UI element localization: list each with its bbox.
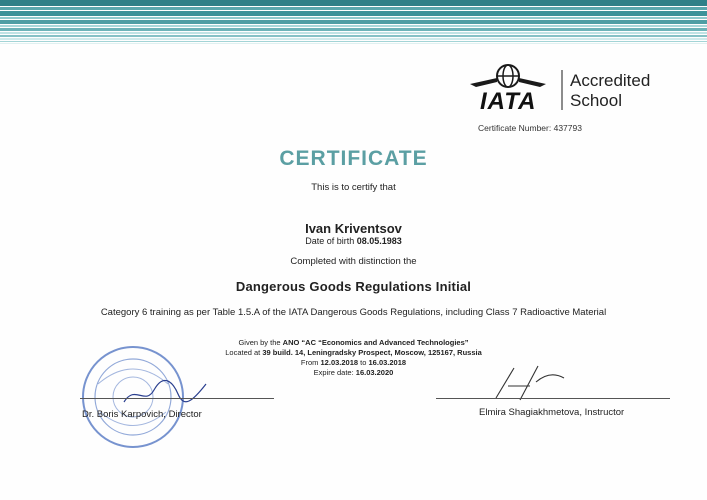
given-value: ANO “AC “Economics and Advanced Technologies” bbox=[282, 338, 469, 347]
certificate-number bbox=[478, 123, 582, 133]
certificate-number-value: 437793 bbox=[553, 123, 582, 133]
given-label: Given by the bbox=[238, 338, 281, 347]
located-label: Located at bbox=[225, 348, 261, 357]
from-label: From bbox=[300, 358, 319, 367]
director-name: Dr. Boris Karpovich, Director bbox=[82, 409, 202, 420]
director-signature-icon bbox=[120, 372, 210, 412]
director-signature-line bbox=[80, 398, 274, 399]
iata-accredited-logo bbox=[466, 62, 651, 116]
header-stripes bbox=[0, 0, 707, 48]
dob-value: 08.05.1983 bbox=[356, 236, 402, 246]
expire-value: 16.03.2020 bbox=[355, 368, 394, 377]
located-value: 39 build. 14, Leningradsky Prospect, Moscow, 125167, Russia bbox=[262, 348, 482, 357]
completed-text: Completed with distinction the bbox=[290, 256, 417, 267]
accredited-text: Accredited bbox=[570, 71, 651, 90]
expire-label: Expire date: bbox=[313, 368, 354, 377]
certify-text: This is to certify that bbox=[311, 182, 396, 193]
to-label: to bbox=[360, 358, 367, 367]
logo-wordmark: IATA bbox=[480, 88, 537, 115]
certificate-number-label: Certificate Number: bbox=[478, 123, 552, 133]
dob-label: Date of birth bbox=[305, 236, 355, 246]
certificate-title: CERTIFICATE bbox=[279, 147, 428, 170]
to-date: 16.03.2018 bbox=[368, 358, 407, 367]
category-text: Category 6 training as per Table 1.5.A of the IATA Dangerous Goods Regulations, including Class 7 Radioactive Material bbox=[100, 307, 607, 318]
from-date: 12.03.2018 bbox=[320, 358, 359, 367]
instructor-name: Elmira Shagiakhmetova, Instructor bbox=[479, 407, 625, 418]
recipient-name: Ivan Kriventsov bbox=[305, 221, 402, 236]
instructor-signature-line bbox=[436, 398, 670, 399]
course-title: Dangerous Goods Regulations Initial bbox=[235, 279, 472, 294]
school-text: School bbox=[570, 91, 622, 110]
date-of-birth bbox=[0, 236, 707, 246]
